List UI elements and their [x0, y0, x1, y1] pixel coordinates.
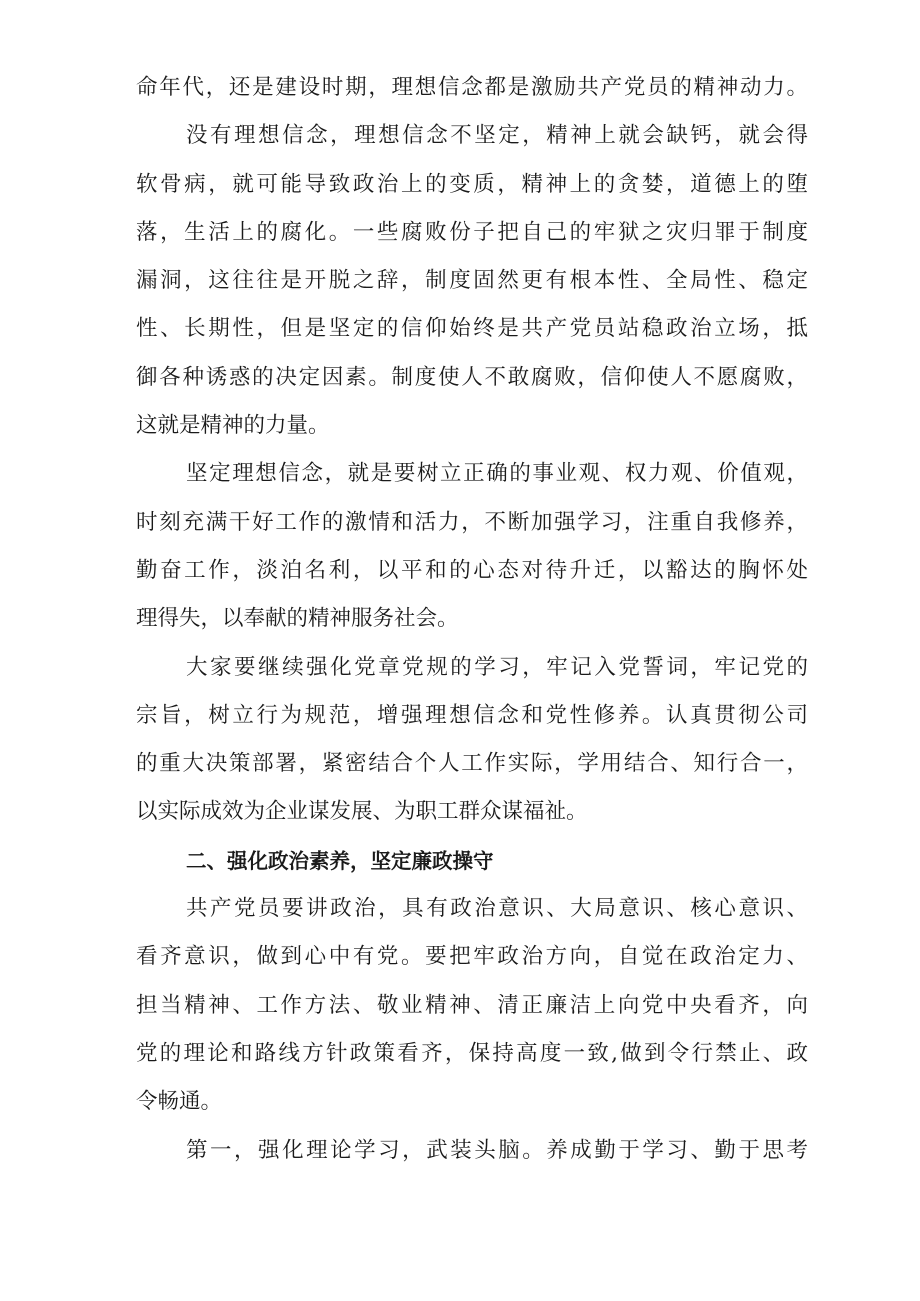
text-line: 御各种诱惑的决定因素。制度使人不敢腐败，信仰使人不愿腐败， — [136, 364, 808, 390]
text-line: 这就是精神的力量。 — [136, 413, 330, 439]
text-line: 理得失，以奉献的精神服务社会。 — [136, 606, 459, 632]
text-line: 命年代，还是建设时期，理想信念都是激励共产党员的精神动力。 — [136, 75, 808, 100]
text-line: 勤奋工作，淡泊名利，以平和的心态对待升迁，以豁达的胸怀处 — [136, 557, 808, 583]
text-line: 以实际成效为企业谋发展、为职工群众谋福祉。 — [136, 799, 588, 825]
text-line: 令畅通。 — [136, 1089, 223, 1115]
document-page — [136, 64, 808, 1175]
text-line: 共产党员要讲政治，具有政治意识、大局意识、核心意识、 — [186, 896, 808, 922]
text-line: 坚定理想信念，就是要树立正确的事业观、权力观、价值观， — [186, 461, 808, 487]
text-line: 大家要继续强化党章党规的学习，牢记入党誓词，牢记党的 — [186, 654, 808, 680]
text-line: 落，生活上的腐化。一些腐败份子把自己的牢狱之灾归罪于制度 — [136, 219, 808, 245]
text-line: 看齐意识，做到心中有党。要把牢政治方向，自觉在政治定力、 — [136, 944, 808, 970]
paragraph — [136, 644, 808, 837]
text-line: 时刻充满干好工作的激情和活力，不断加强学习，注重自我修养， — [136, 509, 808, 535]
paragraph — [136, 1127, 808, 1175]
text-line: 党的理论和路线方针政策看齐，保持高度一致,做到令行禁止、政 — [136, 1040, 808, 1066]
text-line: 第一，强化理论学习，武装头脑。养成勤于学习、勤于思考 — [186, 1137, 808, 1163]
text-line: 宗旨，树立行为规范，增强理想信念和党性修养。认真贯彻公司 — [136, 702, 808, 728]
heading-text: 二、强化政治素养，坚定廉政操守 — [186, 848, 494, 873]
text-line: 漏洞，这往往是开脱之辞，制度固然更有根本性、全局性、稳定 — [136, 268, 808, 294]
text-line: 的重大决策部署，紧密结合个人工作实际，学用结合、知行合一， — [136, 751, 808, 777]
paragraph — [136, 64, 808, 112]
text-line: 没有理想信念，理想信念不坚定，精神上就会缺钙，就会得 — [186, 123, 808, 149]
text-line: 担当精神、工作方法、敬业精神、清正廉洁上向党中央看齐，向 — [136, 992, 808, 1018]
text-line: 软骨病，就可能导致政治上的变质，精神上的贪婪，道德上的堕 — [136, 171, 808, 197]
section-heading — [136, 837, 808, 885]
paragraph — [136, 112, 808, 450]
paragraph — [136, 450, 808, 643]
paragraph — [136, 885, 808, 1126]
text-line: 性、长期性，但是坚定的信仰始终是共产党员站稳政治立场，抵 — [136, 316, 808, 342]
